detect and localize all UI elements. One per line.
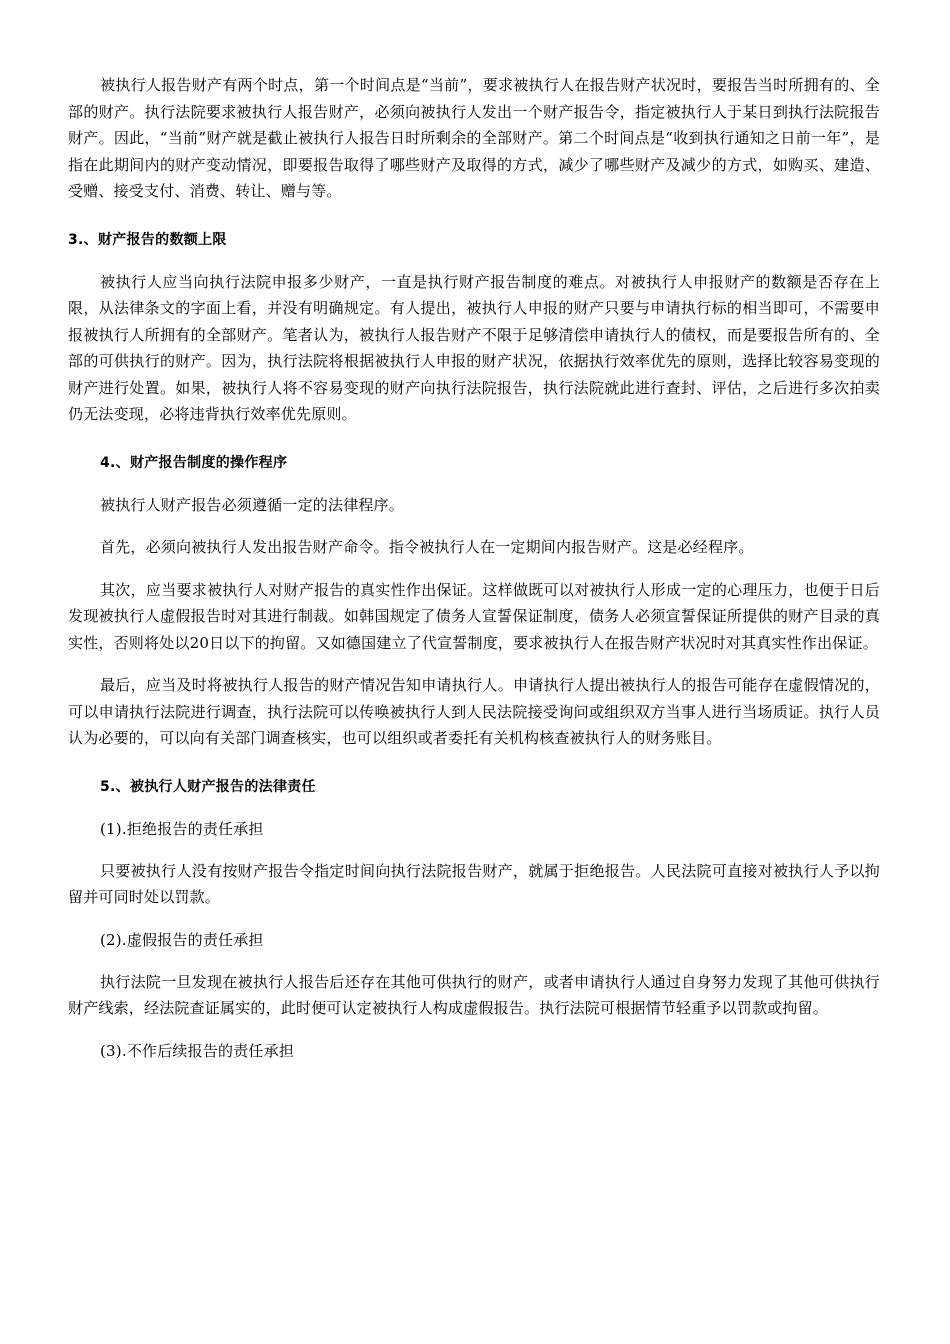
heading-section-3: 3.、财产报告的数额上限 <box>68 231 227 248</box>
paragraph-procedure-last: 最后，应当及时将被执行人报告的财产情况告知申请执行人。申请执行人提出被执行人的报告可能存在虚假情况的，可以申请执行法院进行调查，执行法院可以传唤被执行人到人民法院接受询问或组织双方当事人进行当场质证。执行人员认为必要的，可以向有关部门调查核实，也可以组织或者委托有关机构核查被执行人的财务账目。 <box>68 676 880 747</box>
paragraph-amount-limit: 被执行人应当向执行法院申报多少财产，一直是执行财产报告制度的难点。对被执行人申报财产的数额是否存在上限，从法律条文的字面上看，并没有明确规定。有人提出，被执行人申报的财产只要与申请执行标的相当即可，不需要申报被执行人所拥有的全部财产。笔者认为，被执行人报告财产不限于足够清偿申请执行人的债权，而是要报告所有的、全部的可供执行的财产。因为，执行法院将根据被执行人申报的财产状况，依据执行效率优先的原则，选择比较容易变现的财产进行处置。如果，被执行人将不容易变现的财产向执行法院报告，执行法院就此进行查封、评估，之后进行多次拍卖仍无法变现，必将违背执行效率优先原则。 <box>68 272 880 423</box>
paragraph-refusal: 只要被执行人没有按财产报告令指定时间向执行法院报告财产，就属于拒绝报告。人民法院可直接对被执行人予以拘留并可同时处以罚款。 <box>68 861 880 906</box>
paragraph-procedure-intro: 被执行人财产报告必须遵循一定的法律程序。 <box>100 495 405 514</box>
document-page <box>68 72 880 1064</box>
heading-section-4: 4.、财产报告制度的操作程序 <box>100 454 288 471</box>
subheading-no-follow-up: (3).不作后续报告的责任承担 <box>100 1041 295 1060</box>
heading-section-5: 5.、被执行人财产报告的法律责任 <box>100 778 316 795</box>
paragraph-procedure-second: 其次，应当要求被执行人对财产报告的真实性作出保证。这样做既可以对被执行人形成一定的心理压力，也便于日后发现被执行人虚假报告时对其进行制裁。如韩国规定了债务人宣誓保证制度，债务人必须宣誓保证所提供的财产目录的真实性，否则将处以20日以下的拘留。又如德国建立了代宣誓制度，要求被执行人在报告财产状况时对其真实性作出保证。 <box>68 580 880 652</box>
paragraph-false-report: 执行法院一旦发现在被执行人报告后还存在其他可供执行的财产，或者申请执行人通过自身努力发现了其他可供执行财产线索，经法院查证属实的，此时便可认定被执行人构成虚假报告。执行法院可根据情节轻重予以罚款或拘留。 <box>68 972 880 1017</box>
paragraph-procedure-first: 首先，必须向被执行人发出报告财产命令。指令被执行人在一定期间内报告财产。这是必经程序。 <box>100 538 754 556</box>
paragraph-reporting-time-points: 被执行人报告财产有两个时点，第一个时间点是“当前”，要求被执行人在报告财产状况时，要报告当时所拥有的、全部的财产。执行法院要求被执行人报告财产，必须向被执行人发出一个财产报告令，指定被执行人于某日到执行法院报告财产。因此，“当前”财产就是截止被执行人报告日时所剩余的全部财产。第二个时间点是“收到执行通知之日前一年”，是指在此期间内的财产变动情况，即要报告取得了哪些财产及取得的方式，减少了哪些财产及减少的方式，如购买、建造、受赠、接受支付、消费、转让、赠与等。 <box>68 76 880 200</box>
subheading-false-report: (2).虚假报告的责任承担 <box>100 930 264 949</box>
subheading-refusal: (1).拒绝报告的责任承担 <box>100 819 264 838</box>
